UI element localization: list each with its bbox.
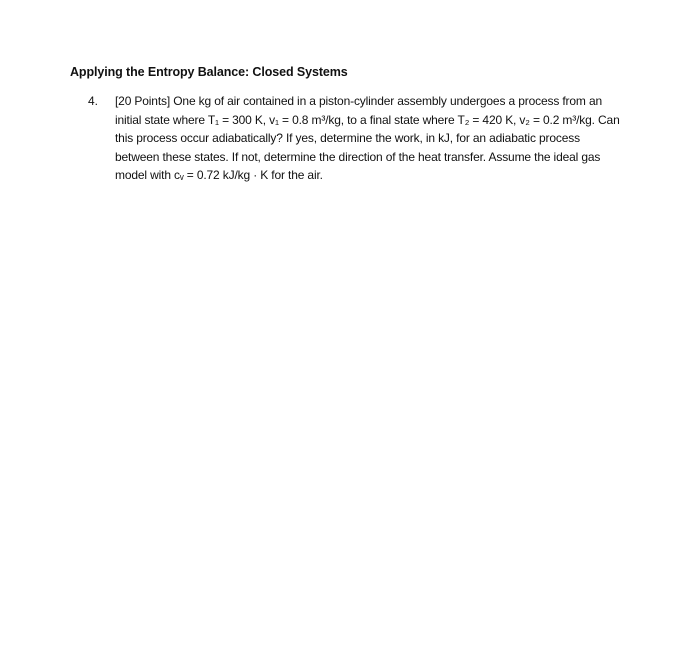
- section-heading: Applying the Entropy Balance: Closed Systems: [70, 65, 348, 79]
- problem-text-line: [20 Points] One kg of air contained in a piston-cylinder assembly undergoes a process from an: [115, 94, 602, 108]
- problem-text-line: between these states. If not, determine the direction of the heat transfer. Assume the ideal gas: [115, 149, 601, 164]
- problem-text-line: this process occur adiabatically? If yes, determine the work, in kJ, for an adiabatic process: [115, 131, 580, 145]
- problem-text-line: model with cᵥ = 0.72 kJ/kg · K for the air.: [115, 168, 323, 182]
- problem-number: 4.: [88, 94, 99, 108]
- problem-text: [115, 92, 655, 185]
- problem-text-line: initial state where T₁ = 300 K, v₁ = 0.8 m³/kg, to a final state where T₂ = 420 K, v₂ = 0.2 m³/kg. Can: [115, 112, 620, 127]
